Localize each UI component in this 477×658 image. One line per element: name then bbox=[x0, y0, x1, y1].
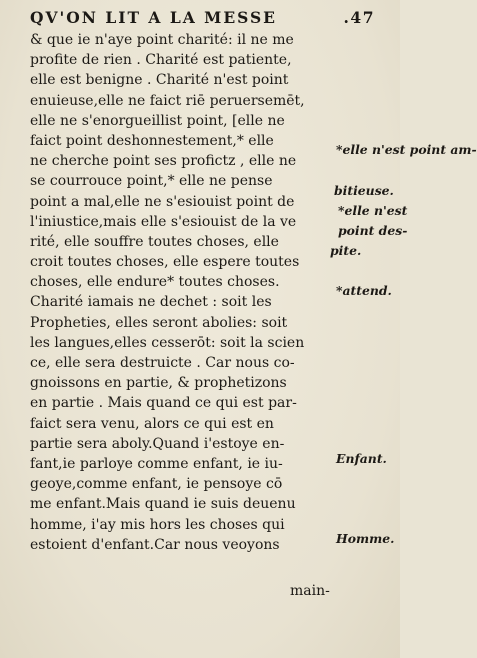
running-header bbox=[30, 4, 375, 30]
margin-note: *attend. bbox=[336, 283, 392, 298]
text-line: estoient d'enfant.Car nous veoyons bbox=[30, 536, 280, 553]
body-text bbox=[30, 30, 366, 555]
text-line: faict sera venu, alors ce qui est en bbox=[30, 415, 274, 432]
text-line: point a mal,elle ne s'esiouist point de bbox=[30, 193, 295, 210]
text-line: les langues,elles cesserōt: soit la scien bbox=[30, 334, 305, 351]
margin-note: Enfant. bbox=[336, 451, 387, 466]
text-line: en partie . Mais quand ce qui est par- bbox=[30, 395, 297, 412]
margin-note: *elle n'est bbox=[338, 203, 408, 218]
text-line: Propheties, elles seront abolies: soit bbox=[30, 314, 288, 331]
text-line: geoye,comme enfant, ie pensoye cō bbox=[30, 476, 283, 493]
text-line: se courrouce point,* elle ne pense bbox=[30, 173, 273, 190]
text-line: l'iniustice,mais elle s'esiouist de la ve bbox=[30, 213, 297, 230]
page-number: .47 bbox=[343, 7, 375, 27]
margin-note: pite. bbox=[330, 243, 362, 258]
text-line: partie sera aboly.Quand i'estoye en- bbox=[30, 435, 285, 452]
margin-note: Homme. bbox=[336, 531, 395, 546]
text-line: croit toutes choses, elle espere toutes bbox=[30, 254, 300, 271]
text-line: choses, elle endure* toutes choses. bbox=[30, 274, 280, 291]
running-title: QV'ON LIT A LA MESSE bbox=[30, 7, 277, 27]
text-line: rité, elle souffre toutes choses, elle bbox=[30, 233, 279, 250]
text-line: elle ne s'enorgueillist point, [elle ne bbox=[30, 112, 285, 129]
text-line: & que ie n'aye point charité: il ne me bbox=[30, 32, 294, 48]
catchword: main- bbox=[290, 583, 330, 599]
text-line: fant,ie parloye comme enfant, ie iu- bbox=[30, 455, 283, 472]
text-line: gnoissons en partie, & prophetizons bbox=[30, 375, 287, 392]
text-line: Charité iamais ne dechet : soit les bbox=[30, 294, 272, 311]
text-line: profite de rien . Charité est patiente, bbox=[30, 52, 292, 69]
text-line: homme, i'ay mis hors les choses qui bbox=[30, 516, 285, 533]
text-line: me enfant.Mais quand ie suis deuenu bbox=[30, 496, 296, 513]
margin-note: bitieuse. bbox=[334, 183, 394, 198]
text-line: enuieuse,elle ne faict riē peruersemēt, bbox=[30, 92, 305, 109]
text-line: ce, elle sera destruicte . Car nous co- bbox=[30, 355, 295, 371]
text-line: faict point deshonnestement,* elle bbox=[30, 132, 274, 149]
text-line: elle est benigne . Charité n'est point bbox=[30, 72, 289, 89]
margin-note: point des- bbox=[338, 223, 408, 238]
text-line: ne cherche point ses profictz , elle ne bbox=[30, 153, 297, 170]
margin-note: *elle n'est point am- bbox=[336, 142, 477, 157]
